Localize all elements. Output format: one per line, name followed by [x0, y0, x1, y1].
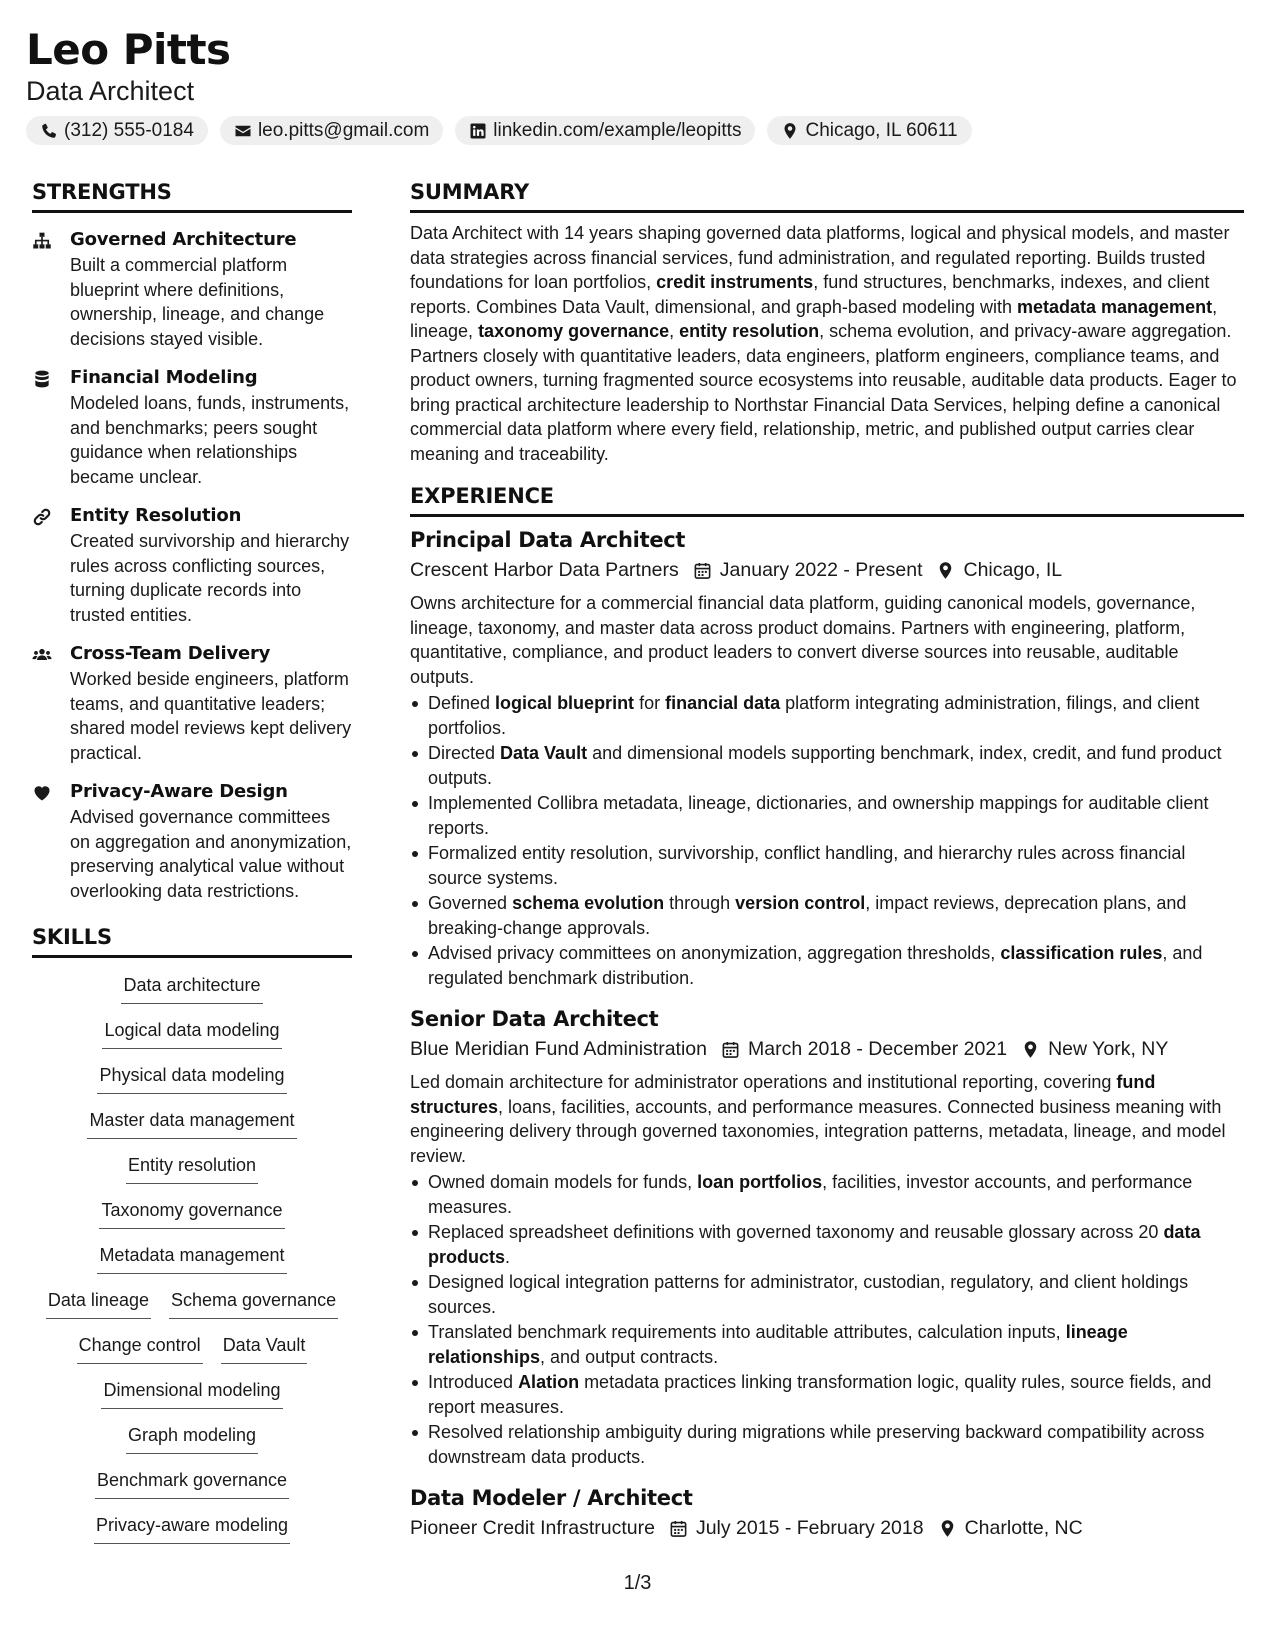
- strength-title: Governed Architecture: [70, 229, 297, 250]
- candidate-title: Data Architect: [26, 76, 195, 106]
- database-icon: [32, 369, 52, 389]
- job-location: Charlotte, NC: [964, 1517, 1083, 1539]
- emphasis-text: Alation: [518, 1372, 580, 1392]
- resume-header: [26, 26, 1246, 145]
- linkedin-icon: [469, 122, 487, 140]
- bullet-item: Governed schema evolution through version control, impact reviews, deprecation plans, and breaking-change approvals.: [410, 891, 1244, 940]
- strength-item: [32, 779, 352, 903]
- emphasis-text: entity resolution: [679, 321, 820, 341]
- bullet-item: Resolved relationship ambiguity during migrations while preserving backward compatibility across downstream data products.: [410, 1420, 1244, 1469]
- skill-tag: Change control: [77, 1332, 203, 1364]
- job-location: Chicago, IL: [963, 559, 1063, 581]
- page-number: 1/3: [623, 1572, 652, 1594]
- contact-location[interactable]: [767, 116, 971, 145]
- calendar-icon: [693, 561, 712, 580]
- contact-location-text: Chicago, IL 60611: [805, 119, 958, 141]
- job-title: Data Modeler / Architect: [410, 1486, 693, 1510]
- job-title: Senior Data Architect: [410, 1007, 659, 1031]
- strength-title: Financial Modeling: [70, 367, 258, 388]
- skill-tag: Data architecture: [121, 972, 262, 1004]
- envelope-icon: [234, 122, 252, 140]
- job-meta: [410, 1513, 1244, 1543]
- job-entry: [410, 525, 1244, 990]
- job-company: Crescent Harbor Data Partners: [410, 559, 679, 581]
- candidate-name: Leo Pitts: [26, 25, 231, 74]
- bullet-item: Advised privacy committees on anonymization, aggregation thresholds, classification rules, and regulated benchmark distribution.: [410, 941, 1244, 990]
- job-entry: [410, 1004, 1244, 1469]
- skill-tag: Dimensional modeling: [101, 1377, 282, 1409]
- strength-desc: Built a commercial platform blueprint where definitions, ownership, lineage, and change decisions stayed visible.: [70, 255, 325, 349]
- sitemap-icon: [32, 231, 52, 251]
- job-dates: March 2018 - December 2021: [748, 1038, 1008, 1060]
- contact-linkedin-text: linkedin.com/example/leopitts: [493, 119, 742, 141]
- skills-list: [32, 972, 352, 1557]
- link-icon: [32, 507, 52, 527]
- users-icon: [32, 645, 52, 665]
- strength-desc: Modeled loans, funds, instruments, and benchmarks; peers sought guidance when relationships became unclear.: [70, 393, 350, 487]
- skill-tag: Logical data modeling: [102, 1017, 281, 1049]
- skills-section: [32, 923, 352, 1557]
- bullet-item: Defined logical blueprint for financial data platform integrating administration, filings, and client portfolios.: [410, 691, 1244, 740]
- strength-item: [32, 227, 352, 351]
- emphasis-text: version control: [735, 893, 866, 913]
- emphasis-text: loan portfolios: [697, 1172, 823, 1192]
- emphasis-text: lineage relationships: [428, 1322, 1128, 1367]
- emphasis-text: logical blueprint: [495, 693, 635, 713]
- calendar-icon: [721, 1040, 740, 1059]
- strength-desc: Worked beside engineers, platform teams, and quantitative leaders; shared model reviews kept delivery practical.: [70, 669, 352, 763]
- job-company: Blue Meridian Fund Administration: [410, 1038, 707, 1060]
- bullet-item: Introduced Alation metadata practices linking transformation logic, quality rules, source fields, and report measures.: [410, 1370, 1244, 1419]
- experience-heading: EXPERIENCE: [410, 482, 1244, 517]
- emphasis-text: classification rules: [1000, 943, 1163, 963]
- right-column: [410, 178, 1244, 1549]
- emphasis-text: financial data: [665, 693, 781, 713]
- skill-tag: Benchmark governance: [95, 1467, 289, 1499]
- job-dates: January 2022 - Present: [719, 559, 923, 581]
- contact-email-text: leo.pitts@gmail.com: [257, 119, 430, 141]
- skill-tag: Privacy-aware modeling: [94, 1512, 290, 1544]
- contact-bar: [26, 116, 1246, 145]
- bullet-item: Replaced spreadsheet definitions with governed taxonomy and reusable glossary across 20 data products.: [410, 1220, 1244, 1269]
- skill-tag: Physical data modeling: [97, 1062, 286, 1094]
- experience-section: [410, 482, 1244, 1543]
- strengths-section: [32, 178, 352, 903]
- emphasis-text: schema evolution: [512, 893, 665, 913]
- bullet-item: Designed logical integration patterns for administrator, custodian, regulatory, and client holdings sources.: [410, 1270, 1244, 1319]
- job-location: New York, NY: [1048, 1038, 1169, 1060]
- job-meta: [410, 555, 1244, 585]
- location-pin-icon: [936, 561, 955, 580]
- emphasis-text: metadata management: [1017, 296, 1213, 317]
- job-description: Led domain architecture for administrator operations and institutional reporting, covering fund structures, loans, facilities, accounts, and performance measures. Connected business meaning with engineering delivery through governed taxonomies, integration patterns, metadata, lineage, and model review.: [410, 1072, 1226, 1166]
- summary-section: [410, 178, 1244, 466]
- strengths-heading: STRENGTHS: [32, 178, 352, 213]
- phone-icon: [40, 122, 58, 140]
- skill-tag: Metadata management: [97, 1242, 286, 1274]
- job-dates: July 2015 - February 2018: [695, 1517, 924, 1539]
- contact-linkedin[interactable]: [455, 116, 755, 145]
- skill-tag: Data lineage: [46, 1287, 151, 1319]
- job-entry: [410, 1483, 1244, 1543]
- strength-item: [32, 503, 352, 627]
- skill-tag: Master data management: [87, 1107, 296, 1139]
- summary-heading: SUMMARY: [410, 178, 1244, 213]
- location-pin-icon: [781, 122, 799, 140]
- job-bullets: [410, 691, 1244, 990]
- bullet-item: Owned domain models for funds, loan portfolios, facilities, investor accounts, and performance measures.: [410, 1170, 1244, 1219]
- contact-phone-text: (312) 555-0184: [64, 119, 194, 141]
- job-description: Owns architecture for a commercial financial data platform, guiding canonical models, governance, lineage, taxonomy, and master data across product domains. Partners with engineering, platform, quantitative, compliance, and product leaders to convert diverse sources into reusable, auditable outputs.: [410, 593, 1196, 687]
- contact-phone[interactable]: [26, 116, 208, 145]
- contact-email[interactable]: [220, 116, 443, 145]
- emphasis-text: credit instruments: [656, 272, 814, 292]
- heart-icon: [32, 783, 52, 803]
- strength-desc: Advised governance committees on aggregation and anonymization, preserving analytical value without overlooking data restrictions.: [70, 807, 352, 901]
- emphasis-text: data products: [428, 1222, 1201, 1267]
- skill-tag: Graph modeling: [126, 1422, 258, 1454]
- bullet-item: Directed Data Vault and dimensional models supporting benchmark, index, credit, and fund product outputs.: [410, 741, 1244, 790]
- left-column: [32, 178, 352, 1557]
- emphasis-text: fund structures: [410, 1072, 1156, 1117]
- strength-title: Cross-Team Delivery: [70, 643, 271, 664]
- strength-item: [32, 365, 352, 489]
- emphasis-text: taxonomy governance: [478, 321, 670, 341]
- skill-tag: Schema governance: [169, 1287, 338, 1319]
- strength-title: Privacy-Aware Design: [70, 781, 288, 802]
- bullet-item: Formalized entity resolution, survivorship, conflict handling, and hierarchy rules across financial source systems.: [410, 841, 1244, 890]
- job-company: Pioneer Credit Infrastructure: [410, 1517, 655, 1539]
- calendar-icon: [669, 1519, 688, 1538]
- job-bullets: [410, 1170, 1244, 1469]
- strength-title: Entity Resolution: [70, 505, 242, 526]
- bullet-item: Translated benchmark requirements into auditable attributes, calculation inputs, lineage relationships, and output contracts.: [410, 1320, 1244, 1369]
- location-pin-icon: [938, 1519, 957, 1538]
- summary-text: Data Architect with 14 years shaping governed data platforms, logical and physical models, and master data strategies across financial services, fund administration, and regulated reporting. Builds trusted foundations for loan portfolios, credit instruments, fund structures, benchmarks, indexes, and client reports. Combines Data Vault, dimensional, and graph-based modeling with metadata management, lineage, taxonomy governance, entity resolution, schema evolution, and privacy-aware aggregation. Partners closely with quantitative leaders, data engineers, platform engineers, compliance teams, and product owners, turning fragmented source ecosystems into reusable, auditable data products. Eager to bring practical architecture leadership to Northstar Financial Data Services, helping define a canonical commercial data platform where every field, relationship, metric, and published output carries clear meaning and traceability.: [410, 223, 1237, 464]
- skill-tag: Data Vault: [221, 1332, 308, 1364]
- strength-item: [32, 641, 352, 765]
- location-pin-icon: [1021, 1040, 1040, 1059]
- skill-tag: Entity resolution: [126, 1152, 258, 1184]
- emphasis-text: Data Vault: [500, 743, 588, 763]
- skills-heading: SKILLS: [32, 923, 352, 958]
- skill-tag: Taxonomy governance: [99, 1197, 284, 1229]
- job-meta: [410, 1034, 1244, 1064]
- job-title: Principal Data Architect: [410, 528, 686, 552]
- strength-desc: Created survivorship and hierarchy rules across conflicting sources, turning duplicate records into trusted entities.: [70, 531, 350, 625]
- bullet-item: Implemented Collibra metadata, lineage, dictionaries, and ownership mappings for auditable client reports.: [410, 791, 1244, 840]
